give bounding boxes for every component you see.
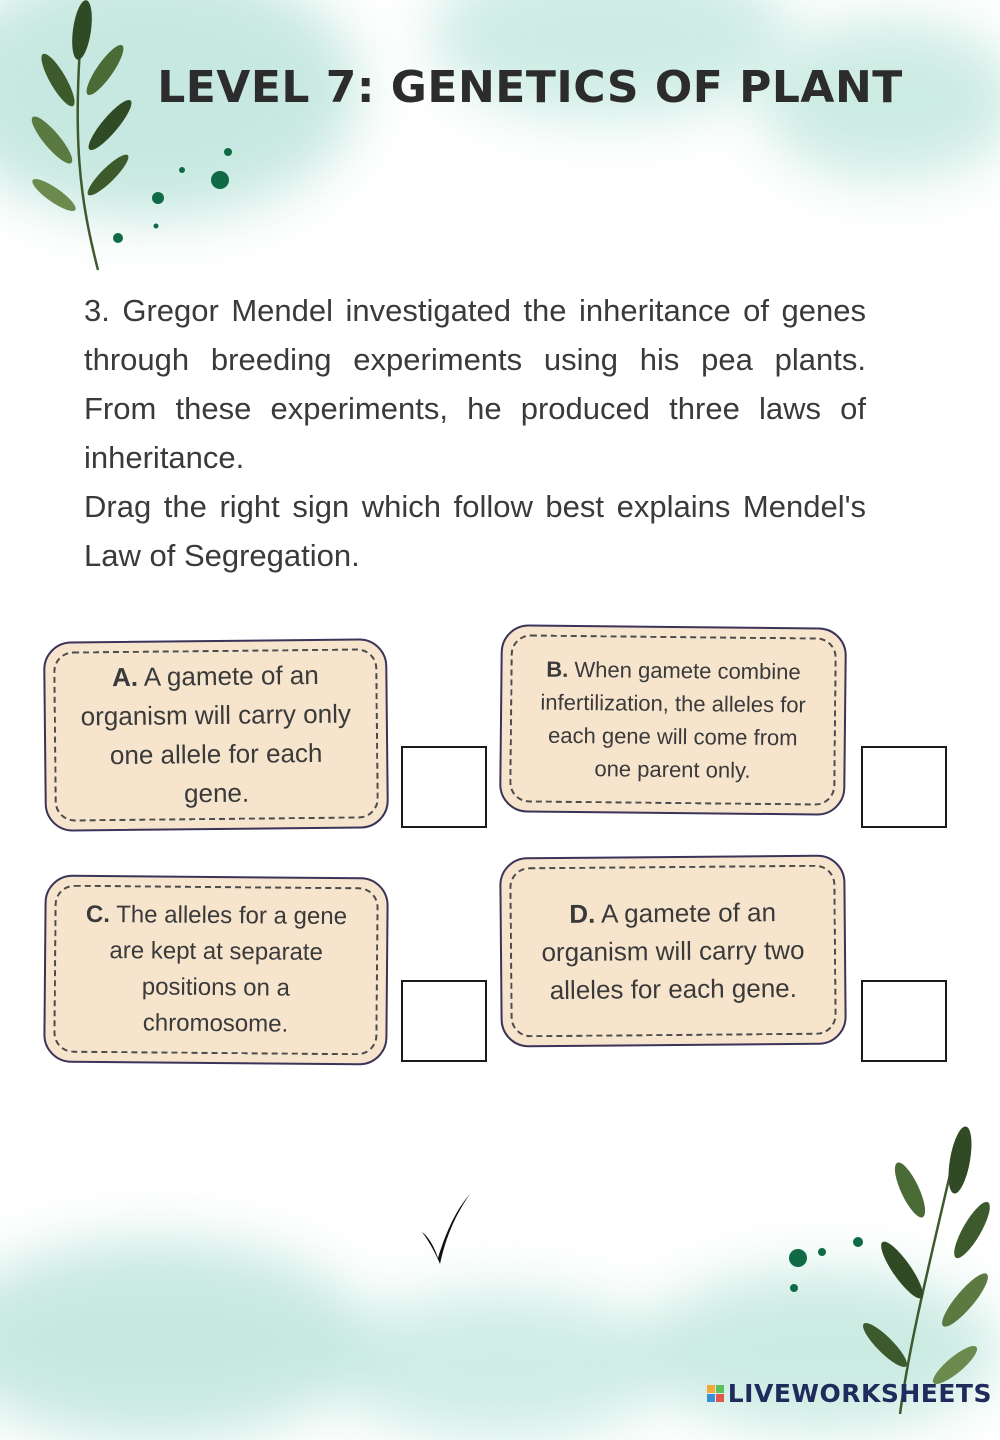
drop-box-c[interactable] bbox=[401, 980, 487, 1062]
option-card-c-inner bbox=[53, 885, 378, 1056]
brand-footer[interactable] bbox=[707, 1379, 992, 1408]
option-card-b-inner bbox=[509, 634, 837, 805]
brand-name: LIVEWORKSHEETS bbox=[727, 1379, 992, 1408]
option-letter: B. bbox=[546, 656, 569, 682]
option-letter: A. bbox=[111, 661, 139, 693]
option-card-a-inner bbox=[53, 648, 379, 821]
option-letter: D. bbox=[569, 898, 596, 929]
question-text bbox=[84, 286, 866, 580]
option-card-d bbox=[499, 854, 847, 1047]
option-text: The alleles for a gene are kept at separate positions on a chromosome. bbox=[109, 901, 348, 1038]
watercolor-wash bbox=[0, 1240, 370, 1440]
checkmark-icon[interactable] bbox=[416, 1188, 476, 1268]
option-card-a bbox=[43, 638, 389, 832]
watercolor-wash bbox=[330, 1290, 670, 1440]
ink-dots-icon bbox=[780, 1230, 880, 1300]
option-text: A gamete of an organism will carry two alleles for each gene. bbox=[541, 897, 805, 1006]
option-text: A gamete of an organism will carry only one allele for each gene. bbox=[80, 659, 352, 809]
option-letter: C. bbox=[85, 900, 111, 929]
option-card-d-inner bbox=[509, 865, 836, 1038]
question-paragraph: 3. Gregor Mendel investigated the inheritance of genes through breeding experiments using his pea plants. From these experiments, he produced three laws of inheritance. bbox=[84, 293, 866, 475]
option-card-b bbox=[499, 624, 847, 816]
drop-box-d[interactable] bbox=[861, 980, 947, 1062]
drop-box-b[interactable] bbox=[861, 746, 947, 828]
question-instruction: Drag the right sign which follow best explains Mendel's Law of Segregation. bbox=[84, 489, 866, 573]
page-title: LEVEL 7: GENETICS OF PLANT bbox=[157, 62, 903, 113]
liveworksheets-logo-icon bbox=[707, 1385, 724, 1402]
option-card-d-text bbox=[530, 893, 817, 1009]
option-text: When gamete combine infertilization, the alleles for each gene will come from one parent only. bbox=[540, 656, 806, 783]
ink-dots-icon bbox=[100, 140, 260, 250]
option-card-c-text bbox=[73, 897, 358, 1043]
option-card-c bbox=[43, 875, 389, 1066]
drop-box-a[interactable] bbox=[401, 746, 487, 828]
option-card-b-text bbox=[529, 653, 816, 788]
option-card-a-text bbox=[73, 656, 359, 815]
